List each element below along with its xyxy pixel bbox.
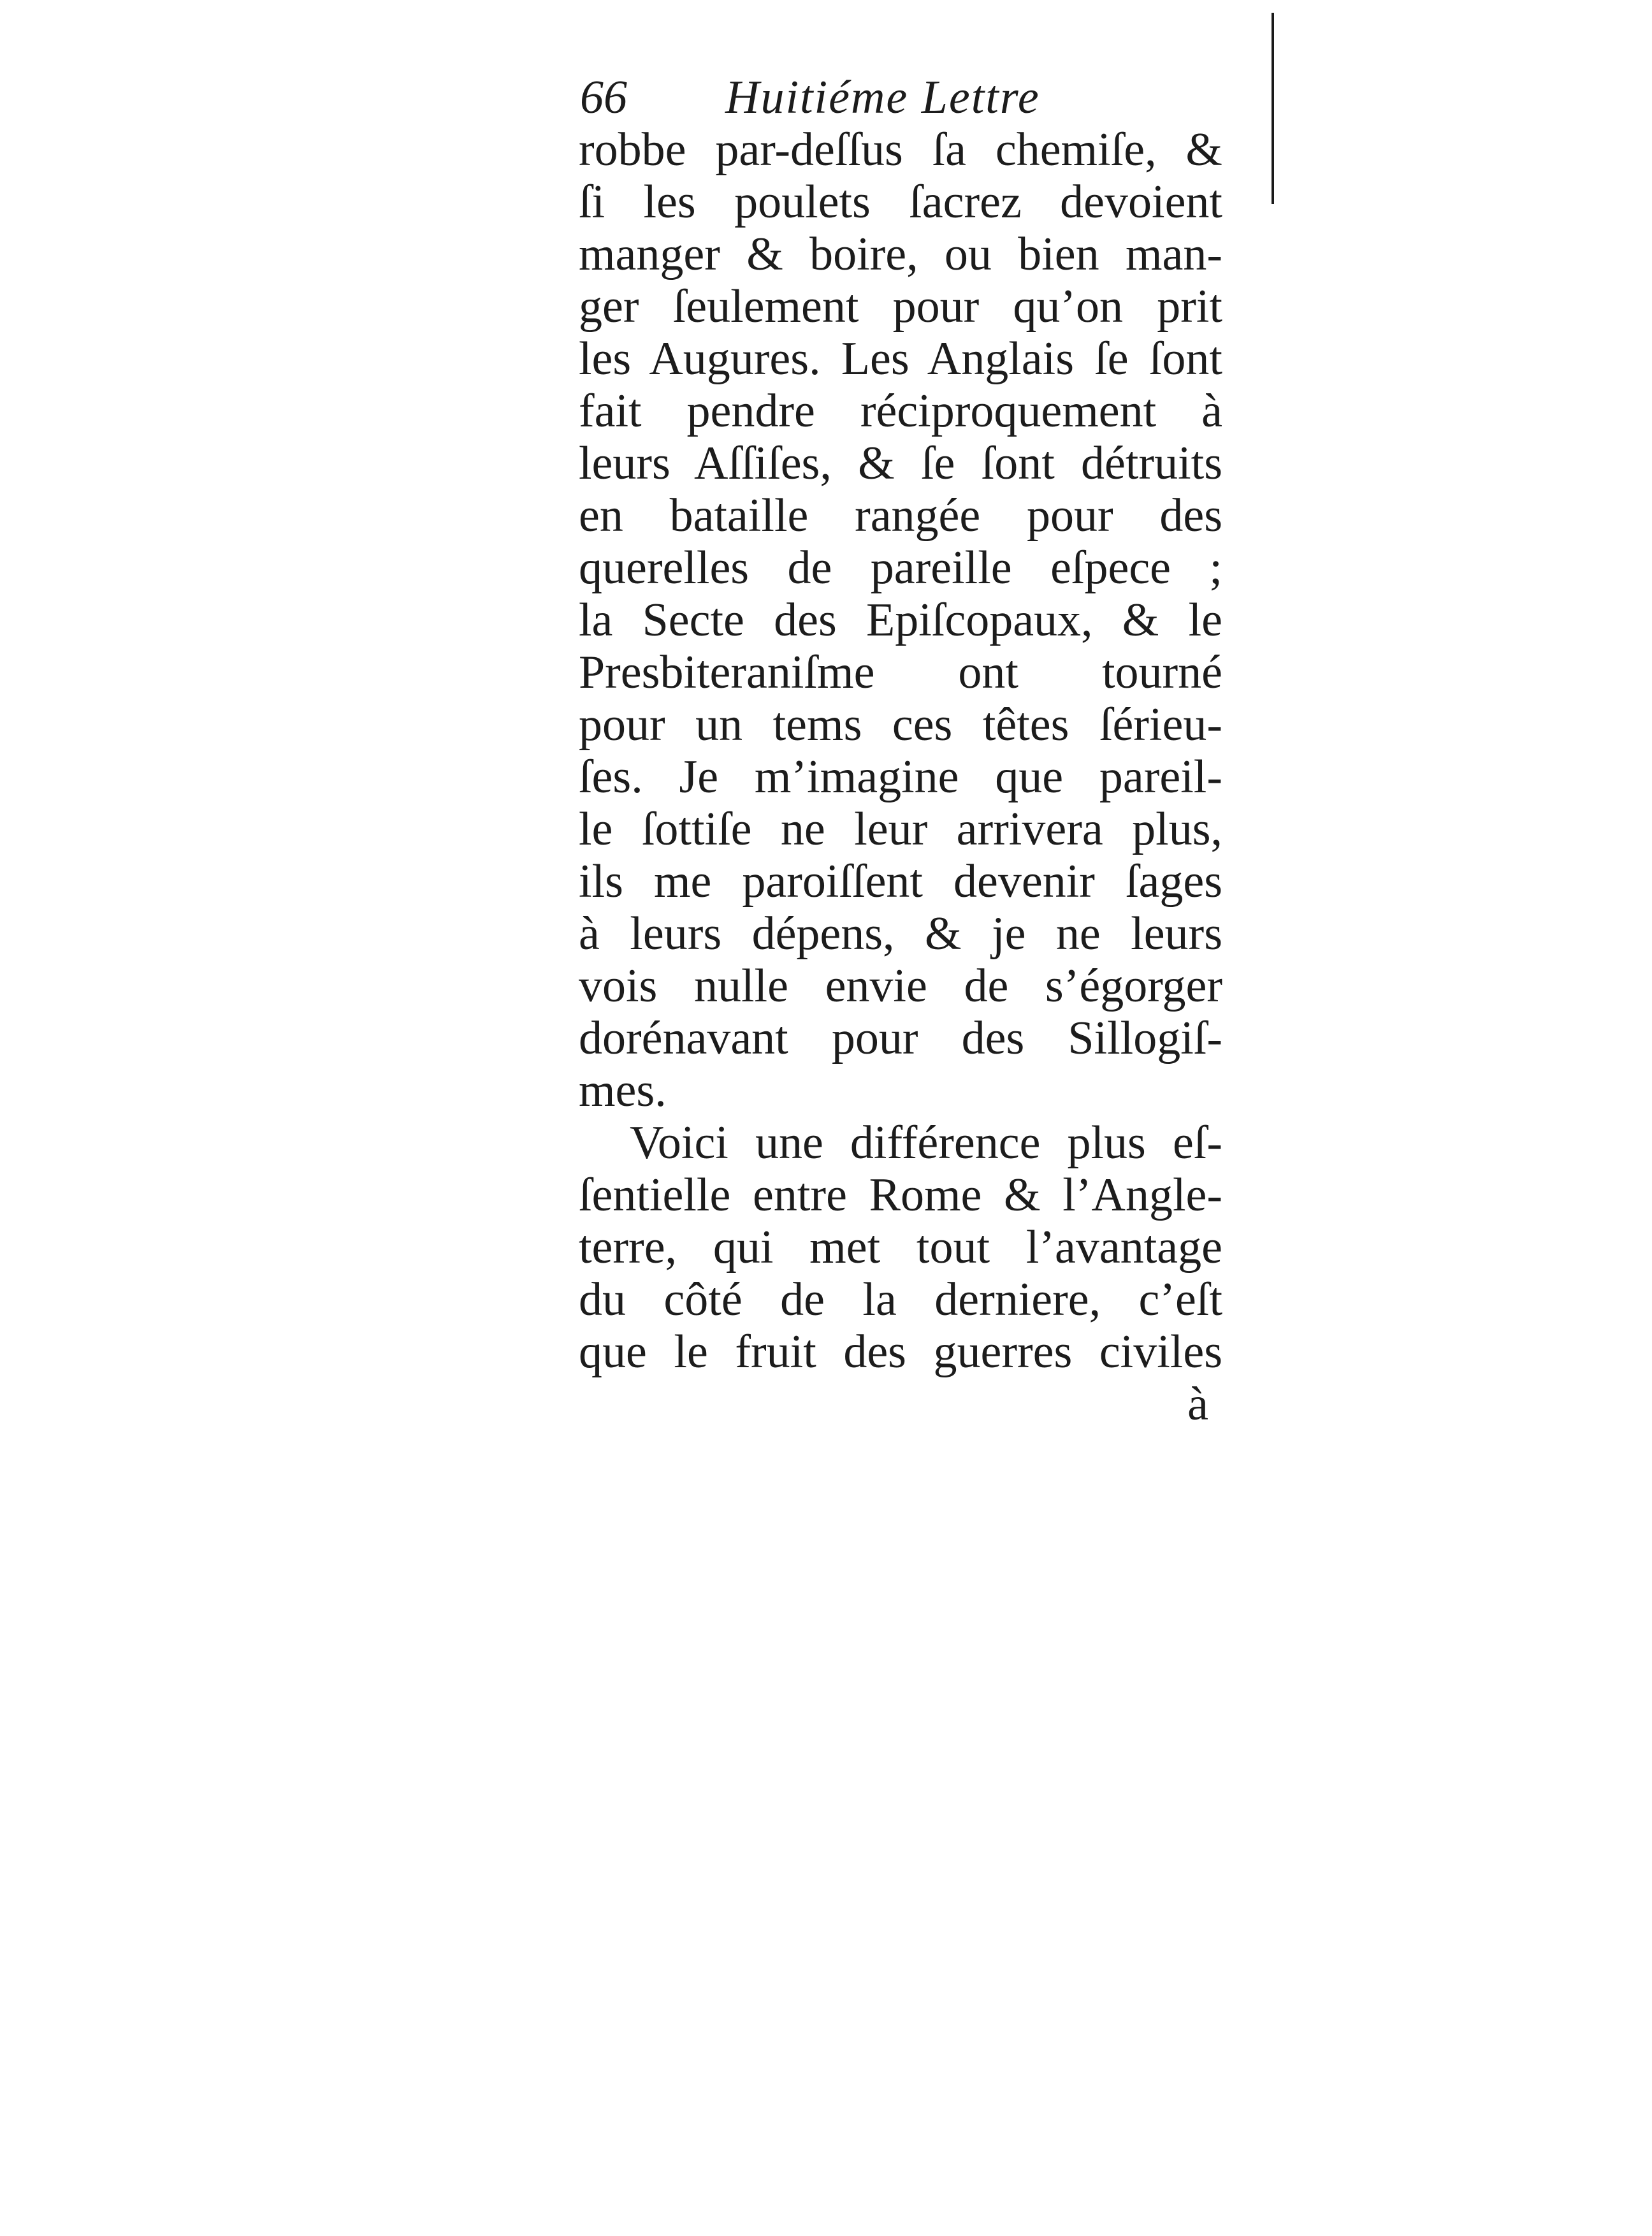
text-line: mes.: [579, 1064, 667, 1117]
text-line: leurs Aſſiſes, & ſe ſont détruits: [579, 437, 1222, 490]
text-line: ſi les poulets ſacrez devoient: [579, 176, 1222, 228]
text-line: dorénavant pour des Sillogiſ-: [579, 1012, 1222, 1064]
text-line: en bataille rangée pour des: [579, 490, 1222, 542]
page-edge-line: [1272, 13, 1274, 204]
text-line: à leurs dépens, & je ne leurs: [579, 908, 1222, 960]
running-title: Huitiéme Lettre: [725, 71, 1040, 124]
text-line: les Augures. Les Anglais ſe ſont: [579, 333, 1222, 385]
text-line: robbe par-deſſus ſa chemiſe, &: [579, 124, 1222, 176]
text-line: ſes. Je m’imagine que pareil-: [579, 751, 1222, 803]
text-block: [579, 71, 1222, 1430]
text-line: du côté de la derniere, c’eſt: [579, 1274, 1222, 1326]
text-line: ils me paroiſſent devenir ſages: [579, 855, 1222, 908]
page-header: [579, 71, 1222, 124]
text-line: la Secte des Epiſcopaux, & le: [579, 594, 1222, 646]
catchword-row: [579, 1378, 1222, 1430]
text-line: ger ſeulement pour qu’on prit: [579, 280, 1222, 333]
text-line: le ſottiſe ne leur arrivera plus,: [579, 803, 1222, 855]
text-line: ſentielle entre Rome & l’Angle-: [579, 1169, 1222, 1221]
catchword: à: [1187, 1378, 1208, 1430]
text-line: querelles de pareille eſpece ;: [579, 542, 1222, 594]
text-line: pour un tems ces têtes ſérieu-: [579, 699, 1222, 751]
text-line: Voici une différence plus eſ-: [630, 1117, 1222, 1169]
text-line: manger & boire, ou bien man-: [579, 228, 1222, 280]
text-line: que le fruit des guerres civiles: [579, 1326, 1222, 1378]
text-line: Presbiteraniſme ont tourné: [579, 646, 1222, 699]
text-line: vois nulle envie de s’égorger: [579, 960, 1222, 1012]
text-line: terre, qui met tout l’avantage: [579, 1221, 1222, 1274]
page-number: 66: [580, 71, 627, 124]
text-line: fait pendre réciproquement à: [579, 385, 1222, 437]
